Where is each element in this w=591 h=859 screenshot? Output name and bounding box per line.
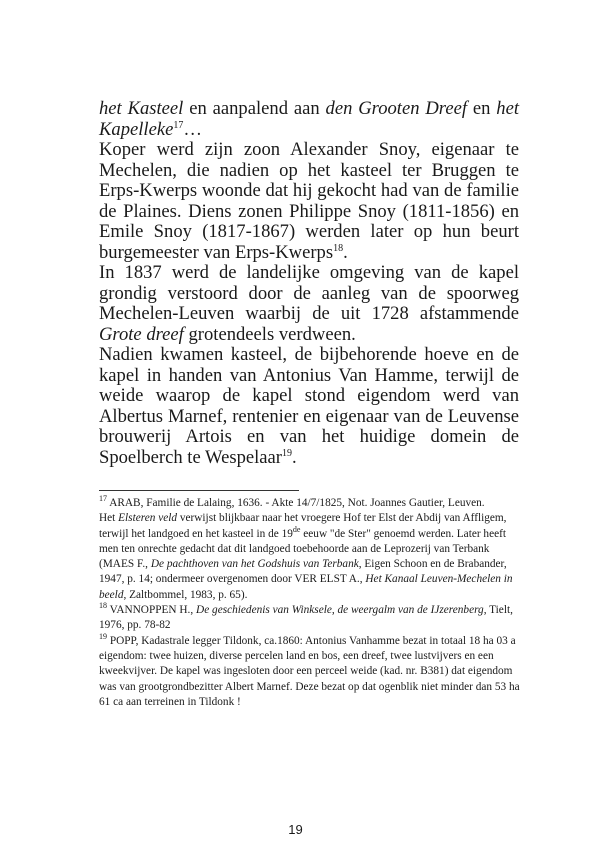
text-span: VANNOPPEN H., xyxy=(107,604,197,617)
text-span: POPP, Kadastrale legger Tildonk, ca.1860: Antonius Vanhamme bezat in totaal 18 ha 03 a eigendom: twee huizen, diverse percelen land en bos, een dreef, twee lustvijvers en een kweekvijver. De kapel was ingesloten door een perceel weide (kad. nr. B381) dat eigendom was van grootgrondbezitter Albert Marnef. Deze bezat op dat ogenblik niet minder dan 53 ha 61 ca aan terreinen in Tildonk ! xyxy=(99,634,520,708)
text-span: en aanpalend aan xyxy=(183,98,326,119)
italic-text: De pachthoven van het Godshuis van Terbank xyxy=(150,558,359,571)
footnote-19 xyxy=(99,631,524,710)
main-text xyxy=(99,99,519,468)
text-span: Nadien kwamen kasteel, de bijbehorende hoeve en de kapel in handen van Antonius Van Hamme, terwijl de weide waarop de kapel stond eigendom werd van Albertus Marnef, rentenier en eigenaar van de Leuvense brouwerij Artois en van het huidige domein de Spoelberch te Wespelaar xyxy=(99,344,519,468)
superscript-text: de xyxy=(292,524,301,534)
footnote-ref-18: 18 xyxy=(333,242,344,254)
text-span: verwijst blijkbaar naar het vroegere Hof ter Elst der Abdij van Affligem, terwijl het landgoed en het kasteel in de 19 xyxy=(99,512,507,540)
paragraph-4 xyxy=(99,345,519,468)
footnote-17 xyxy=(99,496,524,511)
paragraph-2 xyxy=(99,140,519,263)
italic-text: den Grooten Dreef xyxy=(325,98,468,119)
text-span: , Zaltbommel, 1983, p. 65). xyxy=(123,588,248,601)
footnote-number: 17 xyxy=(99,494,107,504)
footnote-18 xyxy=(99,603,524,634)
text-span: . xyxy=(343,241,348,263)
footnote-17-continued xyxy=(99,511,524,603)
italic-text: Het Kanaal Leuven-Mechelen in beeld xyxy=(99,573,513,601)
text-span: , Tielt, 1976, pp. 78-82 xyxy=(99,604,513,632)
footnote-separator xyxy=(99,490,299,491)
text-span: . xyxy=(292,446,297,468)
footnote-ref-19: 19 xyxy=(282,447,292,459)
text-span: … xyxy=(183,118,202,140)
text-span: ARAB, Familie de Lalaing, 1636. - Akte 14/7/1825, Not. Joannes Gautier, Leuven. xyxy=(107,497,485,509)
italic-text: het Kasteel xyxy=(99,98,184,119)
italic-text: Grote dreef xyxy=(99,323,184,345)
footnote-ref-17: 17 xyxy=(173,119,184,131)
text-span: , Eigen Schoon en de Brabander, 1947, p. 14; ondermeer overgenomen door VER ELST A., xyxy=(99,558,507,586)
italic-text: Elsteren veld xyxy=(118,512,178,525)
text-span: en xyxy=(467,98,497,119)
text-span: eeuw "de Ster" genoemd werden. Later heeft men ten onrechte gedacht dat dit landgoed toebehoorde aan de Leprozerij van Terbank (MAES F., xyxy=(99,527,507,571)
footnotes xyxy=(99,496,524,710)
footnote-number: 19 xyxy=(99,631,107,641)
text-span: Koper werd zijn zoon Alexander Snoy, eigenaar te Mechelen, die nadien op het kasteel ter Bruggen te Erps-Kwerps woonde dat hij gekocht had van de familie de Plaines. Diens zonen Philippe Snoy (1811-1856) en Emile Snoy (1817-1867) werden later op hun beurt burgemeester van Erps-Kwerps xyxy=(99,139,519,263)
page-number: 19 xyxy=(288,822,303,837)
italic-text: het Kapelleke xyxy=(99,98,520,140)
text-span: grotendeels verdween. xyxy=(183,323,356,345)
paragraph-1 xyxy=(99,99,519,140)
paragraph-3 xyxy=(99,263,519,345)
text-span: Het xyxy=(99,512,119,525)
italic-text: De geschiedenis van Winksele, de weergalm van de IJzerenberg xyxy=(196,604,484,617)
footnote-number: 18 xyxy=(99,601,107,611)
text-span: In 1837 werd de landelijke omgeving van de kapel grondig verstoord door de aanleg van de spoorweg Mechelen-Leuven waarbij de uit 1728 afstammende xyxy=(99,262,519,324)
